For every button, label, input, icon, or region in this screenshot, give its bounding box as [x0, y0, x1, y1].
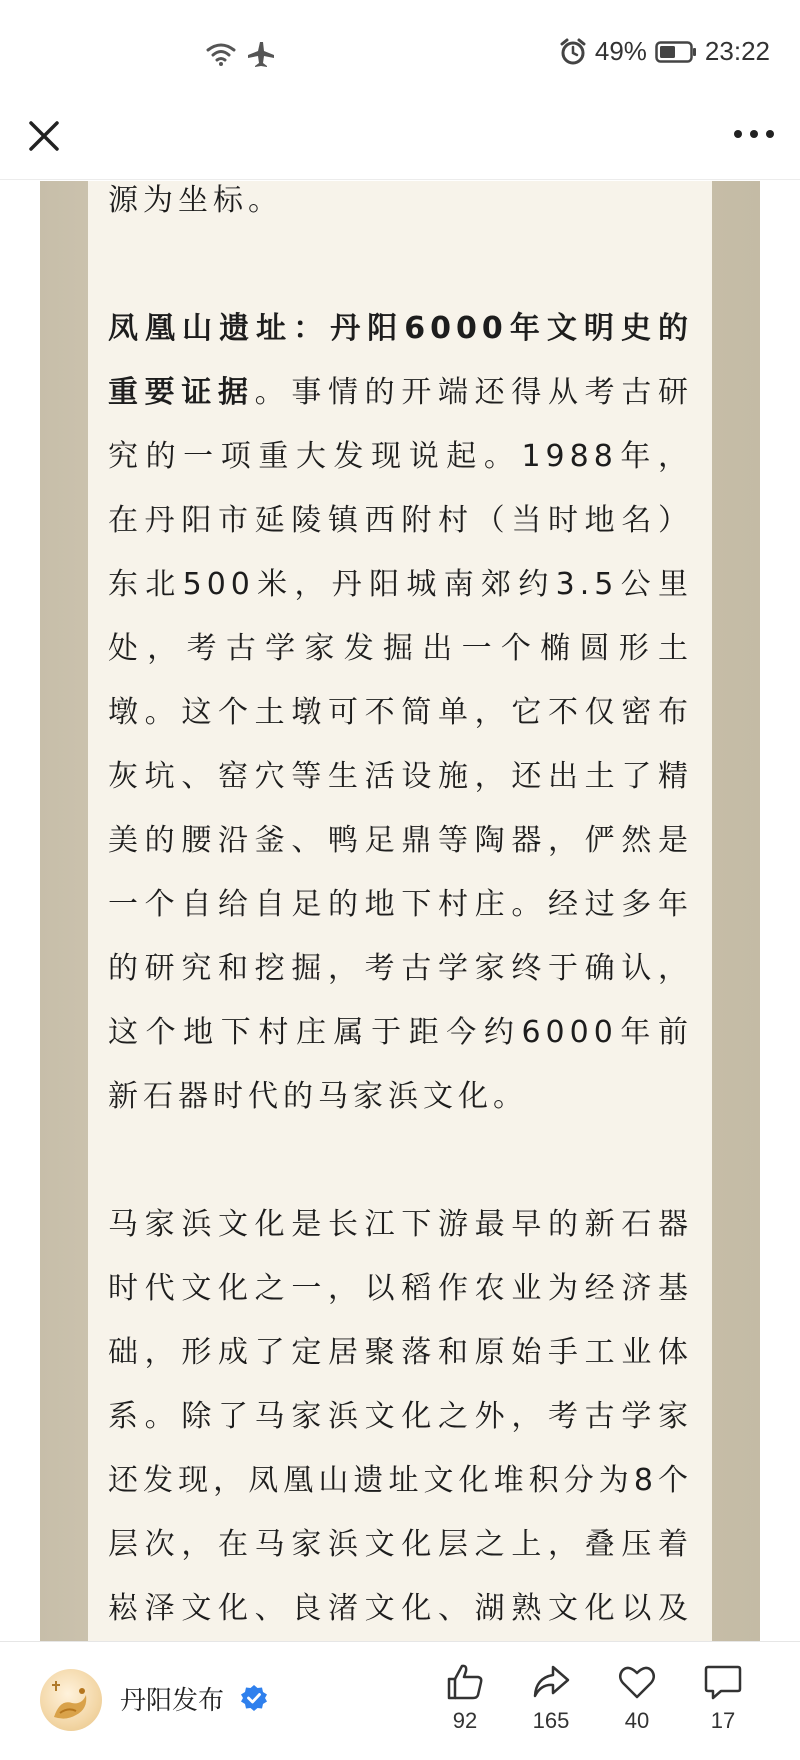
airplane-icon — [246, 40, 276, 68]
author-name[interactable]: 丹阳发布 — [120, 1686, 225, 1716]
thumbs-up-icon — [445, 1662, 485, 1702]
comment-bubble-icon — [703, 1662, 743, 1702]
bottom-bar — [0, 1641, 800, 1760]
close-icon — [22, 114, 66, 158]
share-button[interactable] — [521, 1662, 581, 1734]
clock: 23:22 — [704, 36, 770, 66]
more-icon — [730, 118, 778, 150]
like-count: 92 — [452, 1708, 478, 1733]
alarm-icon — [559, 38, 587, 66]
status-right — [559, 36, 770, 67]
share-count: 165 — [532, 1708, 570, 1733]
wifi-icon — [206, 42, 236, 66]
more-button[interactable] — [730, 118, 778, 150]
article-text — [108, 181, 693, 1705]
comment-button[interactable] — [693, 1662, 753, 1734]
close-button[interactable] — [22, 114, 66, 158]
avatar[interactable] — [40, 1669, 102, 1731]
paragraph-1 — [108, 297, 693, 1129]
comment-count: 17 — [710, 1708, 736, 1733]
verified-badge-icon — [240, 1684, 268, 1712]
like-button[interactable] — [435, 1662, 495, 1734]
share-arrow-icon — [531, 1662, 571, 1702]
paragraph-2: 马家浜文化是长江下游最早的新石器时代文化之一，以稻作农业为经济基础，形成了定居聚落和原始手工业体系。除了马家浜文化之外，考古学家还发现，凤凰山遗址文化堆积分为8个层次，在马家浜文化层之上，叠压着崧泽文化、良渚文化、湖熟文化以及 — [108, 1207, 693, 1626]
paragraph-1-heading: 凤凰山遗址：丹阳6000年文明史的重要证据 — [108, 311, 693, 410]
paragraph-1-body: 。事情的开端还得从考古研究的一项重大发现说起。1988年，在丹阳市延陵镇西附村（当时地名）东北500米，丹阳城南郊约3.5公里处，考古学家发掘出一个椭圆形土墩。这个土墩可不简单，它不仅密布灰坑、窑穴等生活设施，还出土了精美的腰沿釜、鸭足鼎等陶器，俨然是一个自给自足的地下村庄。经过多年的研究和挖掘，考古学家终于确认，这个地下村庄属于距今约6000年前新石器时代的马家浜文化。 — [108, 375, 694, 1114]
status-bar — [0, 0, 800, 110]
status-left — [206, 40, 276, 68]
paragraph-partial: 源为坐标。 — [108, 183, 283, 218]
battery-percentage: 49% — [594, 36, 647, 66]
avatar-logo-icon — [40, 1669, 102, 1731]
favorite-count: 40 — [624, 1708, 650, 1733]
article-content[interactable] — [0, 181, 800, 1641]
favorite-button[interactable] — [607, 1662, 667, 1734]
battery-icon — [655, 40, 697, 64]
heart-icon — [617, 1662, 657, 1702]
